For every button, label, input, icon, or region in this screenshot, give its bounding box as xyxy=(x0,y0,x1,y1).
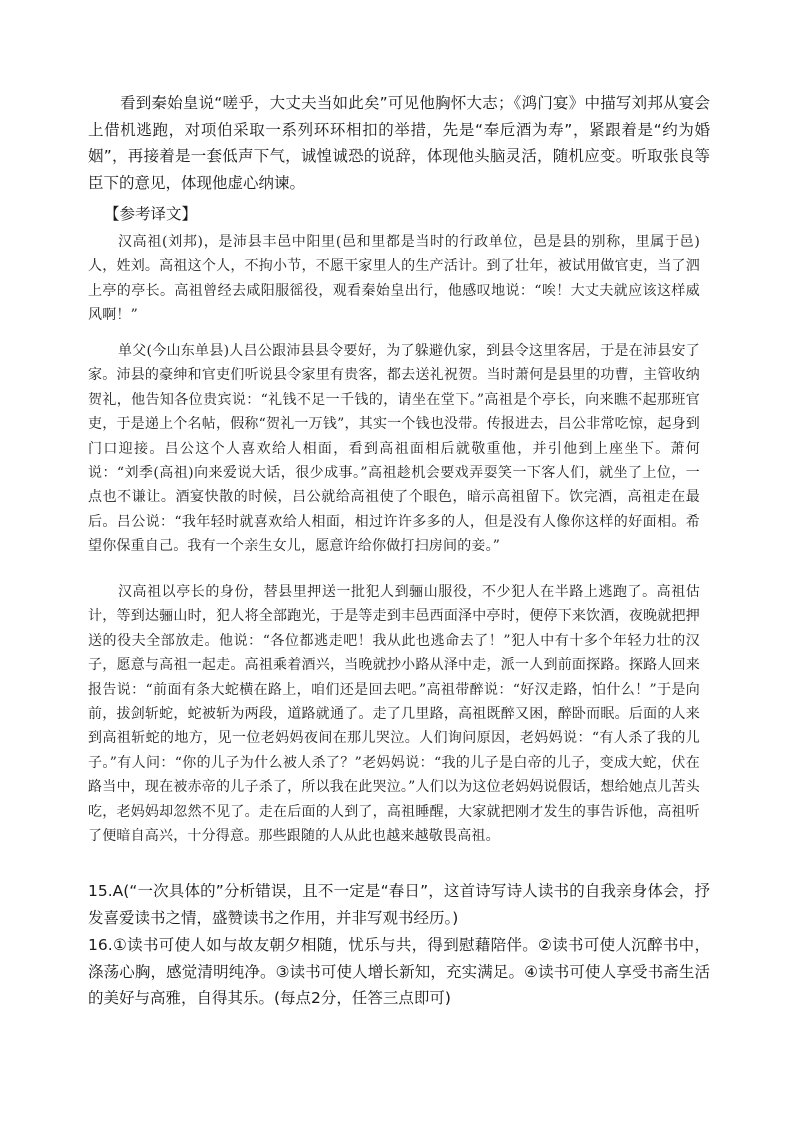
answer-15: 15.A(“一次具体的”分析错误，且不一定是“春日”，这首诗写诗人读书的自我亲身体会，抒发喜爱读书之情，盛赞读书之作用，并非写观书经历。) xyxy=(88,882,710,927)
answer-16: 16.①读书可使人如与故友朝夕相随，忧乐与共，得到慰藉陪伴。②读书可使人沉醉书中，涤荡心胸，感觉清明纯净。③读书可使人增长新知，充实满足。④读书可使人享受书斋生活的美好与高雅，自得其乐。(每点2分，任答三点即可) xyxy=(88,936,710,1007)
analysis-paragraph: 看到秦始皇说“嗟乎，大丈夫当如此矣”可见他胸怀大志；《鸿门宴》中描写刘邦从宴会上借机逃跑，对项伯采取一系列环环相扣的举措，先是“奉卮酒为寿”，紧跟着是“约为婚姻”，再接着是一套低声下气，诚惶诚恐的说辞，体现他头脑灵活，随机应变。听取张良等臣下的意见，体现他虚心纳谏。 xyxy=(88,94,710,192)
translation-paragraph-2: 单父(今山东单县)人吕公跟沛县县令要好，为了躲避仇家，到县令这里客居，于是在沛县安了家。沛县的豪绅和官吏们听说县令家里有贵客，都去送礼祝贺。当时萧何是县里的功曹，主管收纳贺礼，他告知各位贵宾说：“礼钱不足一千钱的，请坐在堂下。”高祖是个亭长，向来瞧不起那班官吏，于是递上个名帖，假称“贺礼一万钱”，其实一个钱也没带。传报进去，吕公非常吃惊，起身到门口迎接。吕公这个人喜欢给人相面，看到高祖面相后就敬重他，并引他到上座坐下。萧何说：“刘季(高祖)向来爱说大话，很少成事。”高祖趁机会要戏弄耍笑一下客人们，就坐了上位，一点也不谦让。酒宴快散的时候，吕公就给高祖使了个眼色，暗示高祖留下。饮完酒，高祖走在最后。吕公说：“我年轻时就喜欢给人相面，相过许许多多的人，但是没有人像你这样的好面相。希望你保重自己。我有一个亲生女儿，愿意许给你做打扫房间的妾。” xyxy=(88,343,700,555)
translation-paragraph-1: 汉高祖(刘邦)，是沛县丰邑中阳里(邑和里都是当时的行政单位，邑是县的别称，里属于邑)人，姓刘。高祖这个人，不拘小节，不愿干家里人的生产活计。到了壮年，被试用做官吏，当了泗上亭的亭长。高祖曾经去咸阳服徭役，观看秦始皇出行，他感叹地说：“唉！大丈夫就应该这样威风啊！” xyxy=(88,234,700,324)
translation-heading: 【参考译文】 xyxy=(104,205,198,223)
translation-paragraph-3: 汉高祖以亭长的身份，替县里押送一批犯人到骊山服役，不少犯人在半路上逃跑了。高祖估计，等到达骊山时，犯人将全部跑光，于是等走到丰邑西面泽中亭时，便停下来饮酒，夜晚就把押送的役夫全部放走。他说：“各位都逃走吧！我从此也逃命去了！”犯人中有十多个年轻力壮的汉子，愿意与高祖一起走。高祖乘着酒兴，当晚就抄小路从泽中走，派一人到前面探路。探路人回来报告说：“前面有条大蛇横在路上，咱们还是回去吧。”高祖带醉说：“好汉走路，怕什么！”于是向前，拔剑斩蛇，蛇被斩为两段，道路就通了。走了几里路，高祖既醉又困，醉卧而眠。后面的人来到高祖斩蛇的地方，见一位老妈妈夜间在那儿哭泣。人们询问原因，老妈妈说：“有人杀了我的儿子。”有人问：“你的儿子为什么被人杀了？”老妈妈说：“我的儿子是白帝的儿子，变成大蛇，伏在路当中，现在被赤帝的儿子杀了，所以我在此哭泣。”人们以为这位老妈妈说假话，想给她点儿苦头吃，老妈妈却忽然不见了。走在后面的人到了，高祖睡醒，大家就把刚才发生的事告诉他，高祖听了便暗自高兴，十分得意。那些跟随的人从此也越来越敬畏高祖。 xyxy=(88,584,700,845)
